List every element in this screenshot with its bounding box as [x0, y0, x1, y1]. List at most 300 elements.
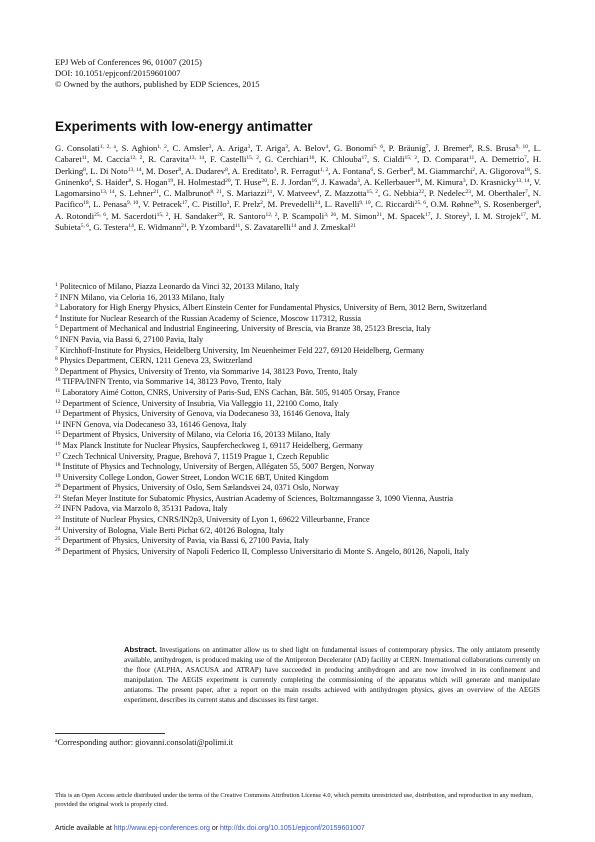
affiliation-text: TIFPA/INFN Trento, via Sommarive 14, 38123 Povo, Trento, Italy [62, 377, 282, 387]
affiliation-number: 18 [55, 462, 61, 469]
author [122, 143, 167, 153]
author-name: M. Doser [145, 165, 179, 176]
author [320, 154, 367, 164]
author-name: S. Hogan [135, 176, 168, 187]
author-name: M. Kimura [424, 176, 463, 187]
author-name: T. Huse [234, 176, 262, 187]
author [417, 166, 475, 176]
author-name: R.S. Brusa [477, 143, 516, 153]
author-affiliation-marker: 5, 6 [373, 144, 383, 150]
author-name: J. Kawada [321, 176, 358, 187]
author-affiliation-marker: 17 [425, 211, 431, 218]
author [93, 222, 134, 232]
author-name: R. Ferragut [280, 165, 320, 176]
affiliation-item [55, 441, 541, 452]
author [191, 222, 240, 232]
affiliation-number: 15 [55, 430, 61, 437]
author-affiliation-marker: 7 [524, 155, 527, 162]
author-name: S. Lehner [119, 188, 154, 199]
affiliation-item [55, 473, 541, 484]
author [383, 188, 424, 198]
author-affiliation-marker: 17 [520, 211, 526, 218]
affiliation-item [55, 547, 541, 558]
footnote-text: Corresponding author: giovanni.consolati@polimi.it [57, 738, 234, 747]
author-affiliation-marker: 20 [473, 200, 480, 207]
affiliation-number: 26 [55, 546, 61, 553]
author [90, 166, 141, 176]
author-name: V. Petracek [142, 199, 182, 210]
author-name: A. Gligorova [478, 165, 525, 176]
affiliation-text: Department of Physics, University of Napoli Federico II, Complesso Universitario di Monte S. Angelo, 80126, Napoli, Italy [62, 546, 470, 556]
author-affiliation-marker: 13, 14 [188, 155, 205, 162]
copyright-line: © Owned by the authors, published by EDP Sciences, 2015 [55, 78, 260, 89]
affiliation-number: 13 [55, 409, 61, 416]
author-name: L. Cabaret [55, 143, 542, 165]
author-name: M. Simon [341, 210, 377, 221]
affiliation-text: Stefan Meyer Institute for Subatomic Physics, Austrian Academy of Sciences, Boltzmanngasse 3, 1090 Vienna, Austria [62, 493, 454, 503]
affiliation-item [55, 462, 541, 473]
affiliation-item [55, 452, 541, 463]
author-affiliation-marker: 24 [314, 200, 321, 207]
author-name: F. Castelli [210, 154, 247, 165]
affiliation-text: Department of Mechanical and Industrial Engineering, University of Brescia, via Branze 38, 25123 Brescia, Italy [59, 324, 431, 334]
author-affiliation-marker: 21 [376, 211, 383, 218]
author-affiliation-marker: 8 [178, 166, 182, 173]
author-name: A. Belov [293, 143, 326, 153]
author-affiliation-marker: 19 [167, 177, 174, 184]
author [111, 211, 168, 221]
author-name: S. Gninenko [55, 165, 542, 187]
affiliation-text: Institute for Nuclear Research of the Russian Academy of Science, Moscow 117312, Russia [59, 313, 361, 323]
author [431, 199, 480, 209]
affiliation-text: Department of Physics, University of Pavia, via Bassi 6, 27100 Pavia, Italy [62, 536, 309, 546]
author-affiliation-marker: 3 [357, 177, 360, 184]
author-affiliation-marker: 18 [83, 200, 89, 207]
author-name: A. Ariga [216, 143, 248, 153]
author-name: R. Caravita [148, 154, 189, 165]
author-name: L. Ravelli [324, 199, 360, 210]
author [423, 154, 474, 164]
author [373, 154, 417, 164]
author-name: V. Lagomarsino [55, 176, 541, 199]
author [217, 143, 251, 153]
affiliation-text: Kirchhoff-Institute for Physics, Heidelberg University, Im Neuenheimer Feld 227, 69120 Heidelberg, Germany [59, 345, 425, 355]
affiliation-number: 11 [55, 387, 61, 394]
affiliation-item [55, 367, 541, 378]
author-affiliation-marker: 6 [370, 166, 374, 173]
author-affiliation-marker: 3 [208, 144, 212, 150]
author-affiliation-marker: 8 [410, 166, 414, 173]
author-affiliation-marker: 14 [128, 223, 134, 230]
author [377, 166, 413, 176]
footnote-marker: a [55, 738, 58, 744]
author [119, 188, 158, 198]
author-name: H. Holmestad [177, 176, 226, 187]
availability-prefix: Article available at [55, 825, 112, 832]
author [334, 143, 383, 153]
affiliation-item [55, 526, 541, 537]
affiliation-text: Department of Physics, University of Milano, via Celoria 16, 20133 Milano, Italy [62, 430, 331, 440]
author-affiliation-marker: 8 [536, 200, 539, 207]
author-affiliation-marker: 7 [525, 189, 528, 196]
author-name: M. Giammarchi [417, 165, 473, 176]
author [375, 199, 426, 209]
author [271, 177, 317, 187]
author-affiliation-marker: 17 [361, 155, 367, 162]
journal-line: EPJ Web of Conferences 96, 01007 (2015) [55, 57, 202, 67]
author-name: H. Sandaker [173, 210, 218, 221]
author-affiliation-marker: 8 [83, 166, 86, 173]
license-text: This is an Open Access article distributed under the terms of the Creative Commons Attribution License 4.0, which permits unrestricted use, distribution, and reproduction in any medium, provided the original work is properly cited. [55, 792, 533, 808]
affiliation-item [55, 515, 541, 526]
affiliation-number: 19 [55, 472, 61, 479]
affiliation-text: INFN Pavia, via Bassi 6, 27100 Pavia, Italy [59, 334, 204, 344]
author-affiliation-marker: 11 [468, 155, 475, 162]
author [479, 166, 530, 176]
epj-conferences-link[interactable]: http://www.epj-conferences.org [113, 825, 210, 832]
author-affiliation-marker: 20 [225, 177, 231, 184]
author-affiliation-marker: 3 [462, 177, 466, 184]
author-name: L. Di Noto [90, 165, 128, 176]
author [232, 166, 277, 176]
author-name: S. Rosenberger [483, 199, 537, 210]
affiliation-number: 22 [55, 504, 61, 511]
author-affiliation-marker: 21 [153, 189, 159, 196]
author-name: S. Haider [95, 176, 129, 187]
affiliation-number: 5 [55, 324, 58, 331]
author-affiliation-marker: 20 [261, 177, 267, 184]
author [177, 177, 230, 187]
affiliation-item [55, 282, 541, 293]
author [364, 177, 421, 187]
author-name: P. Yzombard [190, 222, 235, 233]
author [143, 199, 188, 209]
author-affiliation-marker: 22 [418, 189, 425, 196]
affiliation-number: 17 [55, 451, 61, 458]
author-name: S. Aghion [121, 143, 158, 153]
affiliation-number: 2 [55, 292, 58, 299]
affiliation-item [55, 483, 541, 494]
author-affiliation-marker: 11 [234, 223, 241, 230]
author-name: A. Rotondi [55, 210, 95, 221]
author-name: D. Krasnicky [469, 176, 516, 187]
affiliation-item [55, 356, 541, 367]
affiliation-item [55, 346, 541, 357]
affiliation-text: Max Planck Institute for Nuclear Physics, Saupfercheckweg 1, 69117 Heidelberg, Germany [62, 440, 363, 450]
author [146, 166, 181, 176]
author-name: S. Cialdi [372, 154, 405, 165]
author-affiliation-marker: 17 [181, 200, 188, 207]
affiliation-text: INFN Padova, via Marzolo 8, 35131 Padova, Italy [62, 504, 228, 514]
author [268, 199, 321, 209]
author-name: C. Malbrunot [163, 188, 211, 199]
author-name: C. Amsler [172, 143, 209, 153]
author-affiliation-marker: 8 [128, 177, 132, 184]
affiliation-text: University College London, Gower Street, London WC1E 6BT, United Kingdom [62, 472, 329, 482]
affiliation-number: 3 [55, 303, 58, 310]
author-name: S. Gerber [377, 165, 411, 176]
author [425, 177, 466, 187]
affiliation-number: 12 [55, 398, 61, 405]
footnote-rule [55, 733, 165, 734]
affiliation-text: University of Bologna, Viale Berti Pichat 6/2, 40126 Bologna, Italy [62, 525, 284, 535]
author [480, 154, 527, 164]
author-affiliation-marker: 1, 2, a [99, 144, 116, 150]
author [332, 166, 373, 176]
author-affiliation-marker: 15, 2 [366, 189, 378, 196]
author-affiliation-marker: 21 [350, 223, 356, 230]
author-name: C. Riccardi [375, 199, 415, 210]
author [283, 211, 336, 221]
author-affiliation-marker: 15, 2 [404, 155, 418, 162]
author [55, 143, 116, 153]
author [148, 154, 204, 164]
author-name: A. Kellerbauer [363, 176, 415, 187]
author-name: E. J. Jordan [271, 176, 312, 187]
author-affiliation-marker: 7 [425, 144, 429, 150]
author [245, 222, 297, 232]
author-affiliation-marker: 15, 2 [246, 155, 259, 162]
author [265, 154, 315, 164]
author [210, 154, 259, 164]
affiliation-number: 7 [55, 345, 58, 352]
author-name: M. Caccia [92, 154, 130, 165]
author [293, 143, 328, 153]
author-name: G. Nebbia [382, 188, 419, 199]
author [429, 188, 471, 198]
affiliation-number: 6 [55, 334, 58, 341]
affiliation-number: 14 [55, 419, 61, 426]
author-name: G. Testera [93, 222, 129, 233]
affiliation-item [55, 324, 541, 335]
author-affiliation-marker: 21 [266, 189, 273, 196]
author-affiliation-marker: 11 [81, 155, 88, 162]
affiliation-text: Department of Physics, University of Genova, via Dodecaneso 33, 16146 Genova, Italy [62, 409, 350, 419]
author-name: D. Comparat [422, 154, 469, 165]
author-name: M. Subieta [55, 210, 542, 233]
author [387, 211, 430, 221]
abstract-label: Abstract. [124, 645, 157, 654]
abstract [124, 645, 540, 705]
author-affiliation-marker: 16 [414, 177, 421, 184]
affiliation-number: 16 [55, 440, 61, 447]
author-affiliation-marker: 8 [225, 166, 228, 173]
affiliation-text: Czech Technical University, Prague, Brehová 7, 11519 Prague 1, Czech Republic [62, 451, 329, 461]
author-affiliation-marker: 8 [468, 144, 472, 150]
author [228, 211, 278, 221]
author-name: S. Mariazzi [226, 188, 267, 199]
author-affiliation-marker: 12, 2 [265, 211, 278, 218]
author [313, 222, 356, 232]
doi-line: DOI: 10.1051/epjconf/20159601007 [55, 67, 181, 78]
author-name: J. Zmeskal [313, 222, 351, 233]
author-name: S. Zavatarelli [244, 222, 291, 233]
author-name: E. Widmann [138, 222, 182, 233]
author-name: R. Santoro [227, 210, 266, 221]
author-affiliation-marker: 25, 6 [94, 211, 107, 218]
author [277, 188, 320, 198]
affiliation-text: Institute of Nuclear Physics, CNRS/IN2p3, University of Lyon 1, 69622 Villeurbanne, France [62, 515, 370, 525]
author-affiliation-marker: 4 [325, 144, 329, 150]
author [321, 177, 360, 187]
affiliation-item [55, 293, 541, 304]
author-name: K. Chlouba [320, 154, 362, 165]
affiliation-text: INFN Milano, via Celoria 16, 20133 Milano, Italy [59, 292, 225, 302]
author-name: T. Ariga [255, 143, 286, 153]
affiliation-item [55, 314, 541, 325]
author-name: H. Derking [55, 154, 542, 176]
author-name: A. Fontana [332, 165, 371, 176]
author [93, 199, 138, 209]
author-affiliation-marker: 4 [316, 189, 320, 196]
author [55, 211, 106, 221]
author [227, 188, 273, 198]
author [389, 143, 429, 153]
author-name: J. Bremer [434, 143, 469, 153]
author [96, 177, 131, 187]
availability-line [55, 824, 365, 833]
affiliation-number: 25 [55, 536, 61, 543]
affiliation-list [55, 282, 541, 557]
author-name: F. Prelz [233, 199, 261, 210]
author-affiliation-marker: 20 [217, 211, 223, 218]
affiliation-item [55, 536, 541, 547]
author [192, 199, 229, 209]
author-name: M. Oberthaler [475, 188, 526, 199]
corresponding-author-footnote [55, 738, 233, 748]
author-affiliation-marker: 9, 10 [515, 144, 529, 150]
author-affiliation-marker: 3 [466, 211, 470, 218]
author-affiliation-marker: 25, 6 [414, 200, 426, 207]
author [325, 199, 371, 209]
author-affiliation-marker: 21 [181, 223, 187, 230]
author-affiliation-marker: 15, 2 [156, 211, 169, 218]
author-affiliation-marker: 3 [285, 144, 288, 150]
author-name: G. Bonomi [333, 143, 374, 153]
author [235, 177, 267, 187]
author-affiliation-marker: 9, 10 [359, 200, 371, 207]
author-affiliation-marker: 1, 2 [157, 144, 167, 150]
author-name: P. Nedelec [428, 188, 466, 199]
paper-title: Experiments with low-energy antimatter [55, 119, 313, 134]
author [281, 166, 328, 176]
affiliation-number: 24 [55, 525, 61, 532]
author-name: L. Penasa [93, 199, 127, 210]
author [484, 199, 539, 209]
affiliation-item [55, 303, 541, 314]
author [341, 211, 382, 221]
author-name: P. Bräunig [388, 143, 426, 153]
affiliation-item [55, 335, 541, 346]
author-affiliation-marker: 13, 14 [515, 177, 530, 184]
author [477, 143, 528, 153]
affiliation-item [55, 420, 541, 431]
author [136, 177, 174, 187]
author-name: O.M. Røhne [430, 199, 474, 210]
author [434, 143, 472, 153]
author-affiliation-marker: 4 [88, 177, 92, 184]
author [436, 211, 470, 221]
author-affiliation-marker: 13, 14 [100, 189, 115, 196]
author-affiliation-marker: 16 [308, 155, 315, 162]
affiliation-number: 10 [55, 377, 61, 384]
journal-header [55, 57, 260, 89]
author-name: A. Demetrio [479, 154, 525, 165]
affiliation-item [55, 377, 541, 388]
affiliation-number: 20 [55, 483, 61, 490]
author-affiliation-marker: 3 [226, 200, 230, 207]
affiliation-text: Department of Physics, University of Trento, via Sommarive 14, 38123 Povo, Trento, Italy [59, 366, 358, 376]
author-name: G. Cerchiari [264, 154, 309, 165]
author [256, 143, 288, 153]
author-name: A. Ereditato [231, 165, 274, 176]
author [173, 143, 212, 153]
affiliation-number: 23 [55, 515, 61, 522]
author-affiliation-marker: 2 [472, 166, 476, 173]
author [138, 222, 186, 232]
affiliation-item [55, 430, 541, 441]
author-name: M. Spacek [387, 210, 426, 221]
author-name: G. Consolati [55, 143, 100, 153]
author-affiliation-marker: 9, 10 [126, 200, 139, 207]
affiliation-text: Physics Department, CERN, 1211 Geneva 23, Switzerland [59, 356, 253, 366]
author [476, 188, 528, 198]
affiliation-text: Laboratory for High Energy Physics, Albert Einstein Center for Fundamental Physics, University of Bern, 3012 Bern, Switzerland [59, 303, 487, 313]
affiliation-number: 9 [55, 366, 58, 373]
author-name: N. Pacifico [55, 188, 542, 210]
author-name: V. Matveev [276, 188, 317, 199]
author-name: J. Storey [435, 210, 467, 221]
affiliation-number: 21 [55, 493, 61, 500]
author [475, 211, 526, 221]
availability-or: or [211, 825, 219, 832]
affiliation-text: Department of Science, University of Insubria, Via Valleggio 11, 22100 Como, Italy [62, 398, 339, 408]
author [470, 177, 530, 187]
author-affiliation-marker: 12, 2 [129, 155, 143, 162]
author-affiliation-marker: 2 [260, 200, 264, 207]
doi-link[interactable]: http://dx.doi.org/10.1051/epjconf/20159601007 [220, 825, 365, 832]
author [324, 188, 378, 198]
author-name: A. Dudarev [184, 165, 226, 176]
affiliation-item [55, 388, 541, 399]
affiliation-number: 1 [55, 282, 58, 288]
author-affiliation-marker: 5, 6 [80, 223, 90, 230]
author-affiliation-marker: 3 [247, 144, 251, 150]
author [174, 211, 223, 221]
affiliation-text: Laboratory Aimé Cotton, CNRS, University of Paris-Sud, ENS Cachan, Bât. 505, 91405 Orsay, France [62, 387, 400, 397]
author-affiliation-marker: 18 [524, 166, 530, 173]
author-affiliation-marker: 23 [465, 189, 472, 196]
author-name: M. Prevedelli [267, 199, 315, 210]
author-name: P. Scampoli [282, 210, 325, 221]
author-affiliation-marker: 8, 21 [210, 189, 222, 196]
author-affiliation-marker: 16 [311, 177, 317, 184]
affiliation-number: 8 [55, 356, 58, 363]
author-affiliation-marker: 3 [273, 166, 277, 173]
affiliation-item [55, 504, 541, 515]
author-name: C. Pistillo [191, 199, 227, 210]
author-list: G. Consolati$^{1, 2, a}$, S. Aghion$^{1, 2}$, C. Amsler$^3$, A. Ariga$^3$, T. Ariga$^3$, A. Belov$^4$, G. Bonomi$^{5, 6}$, P. Bräunig$^7$, J. Bremer$^8$, R.S. Brusa$^{9, 10}$, L. Cabaret$^{11}$, M. Caccia$^{12, 2}$, R. Caravita$^{13, 14}$, F. Castelli$^{15, 2}$, G. Cerchiari$^{16}$, K. Chlouba$^{17}$, S. Cialdi$^{15, 2}$, D. Comparat$^{11}$, A. Demetrio$^7$, H. Derking$^8$, L. Di Noto$^{13, 14}$, M. Doser$^8$, A. Dudarev$^8$, A. Ereditato$^3$, R. Ferragut$^{1, 2}$, A. Fontana$^6$, S. Gerber$^8$, M. Giammarchi$^2$, A. Gligorova$^{18}$, S. Gninenko$^4$, S. Haider$^8$, S. Hogan$^{19}$, H. Holmestad$^{20}$, T. Huse$^{20}$, E. J. Jordan$^{16}$, J. Kawada$^3$, A. Kellerbauer$^{16}$, M. Kimura$^3$, D. Krasnicky$^{13, 14}$, V. Lagomarsino$^{13, 14}$, S. Lehner$^{21}$, C. Malbrunot$^{8, 21}$, S. Mariazzi$^{21}$, V. Matveev$^4$, Z. Mazzotta$^{15, 2}$, G. Nebbia$^{22}$, P. Nedelec$^{23}$, M. Oberthaler$^7$, N. Pacifico$^{18}$, L. Penasa$^{9, 10}$, V. Petracek$^{17}$, C. Pistillo$^3$, F. Prelz$^2$, M. Prevedelli$^{24}$, L. Ravelli$^{9, 10}$, C. Riccardi$^{25, 6}$, O.M. Røhne$^{20}$, S. Rosenberger$^8$, A. Rotondi$^{25, 6}$, M. Sacerdoti$^{15, 2}$, H. Sandaker$^{20}$, R. Santoro$^{12, 2}$, P. Scampoli$^{3, 26}$, M. Simon$^{21}$, M. Spacek$^{17}$, J. Storey$^3$, I. M. Strojek$^{17}$, M. Subieta$^{5, 6}$, G. Testera$^{14}$, E. Widmann$^{21}$, P. Yzombard$^{11}$, S. Zavatarelli$^{14}$ and J. Zmeskal$^{21}$ [55, 143, 542, 233]
author-name: I. M. Strojek [474, 210, 521, 221]
affiliation-text: Department of Physics, University of Oslo, Sem Sælandsvei 24, 0371 Oslo, Norway [62, 483, 339, 493]
author-affiliation-marker: 1, 2 [319, 166, 329, 173]
author-name: M. Sacerdoti [111, 210, 157, 221]
affiliation-number: 4 [55, 313, 58, 320]
affiliation-item [55, 399, 541, 410]
affiliation-text: Politecnico of Milano, Piazza Leonardo da Vinci 32, 20133 Milano, Italy [59, 282, 300, 291]
author-affiliation-marker: 14 [290, 223, 297, 230]
affiliation-text: Institute of Physics and Technology, University of Bergen, Allégaten 55, 5007 Bergen, Norway [62, 462, 375, 472]
